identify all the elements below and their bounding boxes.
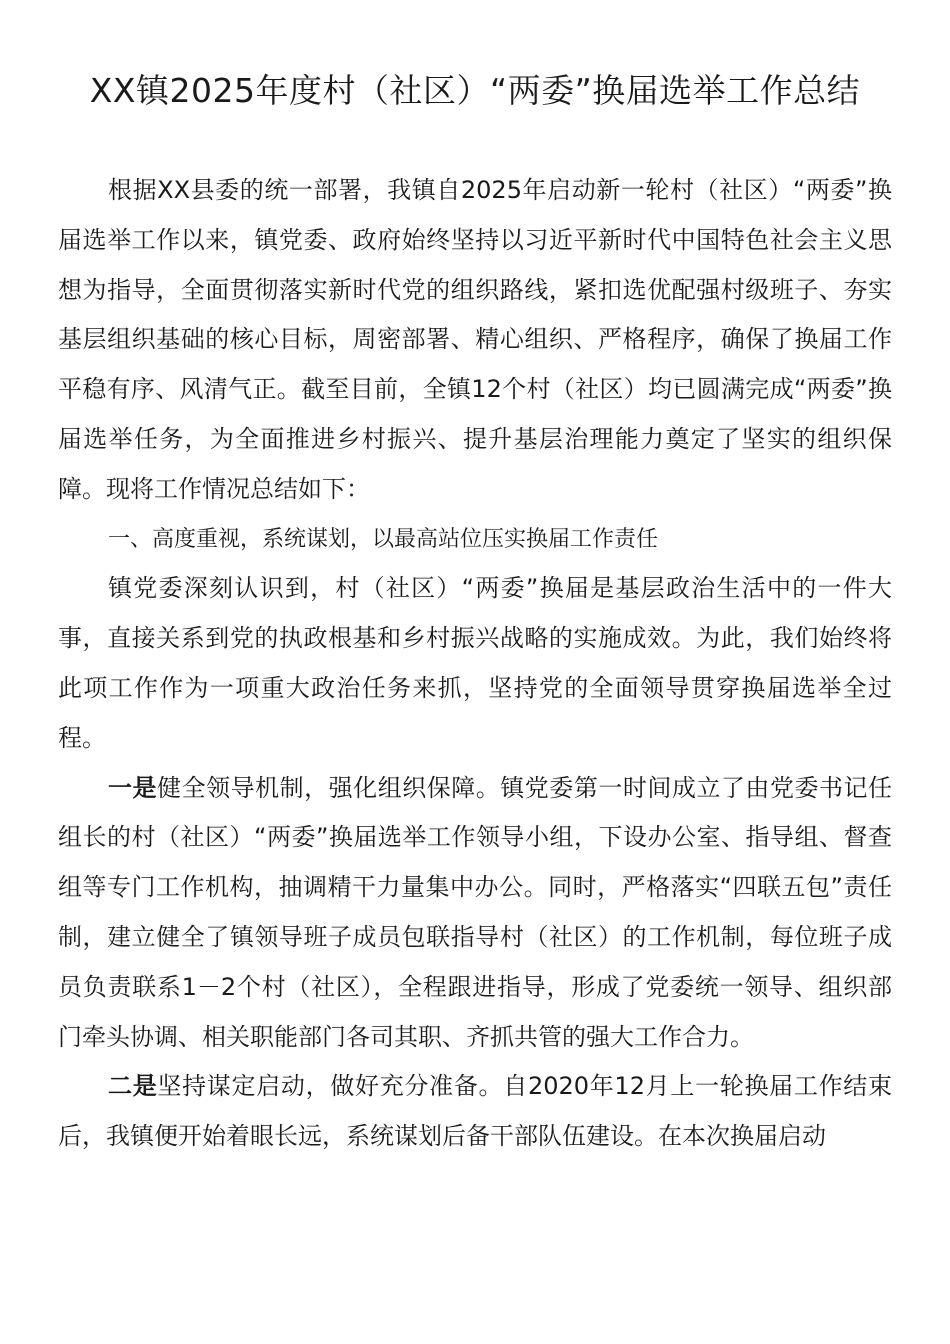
document-body	[58, 166, 892, 1162]
point-2-lead: 二是	[108, 1072, 158, 1101]
point-1-paragraph	[58, 764, 892, 1063]
point-2-paragraph	[58, 1062, 892, 1162]
section-1-heading: 一、高度重视，系统谋划，以最高站位压实换届工作责任	[108, 526, 659, 552]
point-2-text: 坚持谋定启动，做好充分准备。自2020年12月上一轮换届工作结束后，我镇便开始着眼长远，系统谋划后备干部队伍建设。在本次换届启动	[58, 1072, 892, 1151]
point-1-lead: 一是	[108, 773, 158, 802]
intro-paragraph: 根据XX县委的统一部署，我镇自2025年启动新一轮村（社区）“两委”换届选举工作以来，镇党委、政府始终坚持以习近平新时代中国特色社会主义思想为指导，全面贯彻落实新时代党的组织路线，紧扣选优配强村级班子、夯实基层组织基础的核心目标，周密部署、精心组织、严格程序，确保了换届工作平稳有序、风清气正。截至目前，全镇12个村（社区）均已圆满完成“两委”换届选举任务，为全面推进乡村振兴、提升基层治理能力奠定了坚实的组织保障。现将工作情况总结如下：	[58, 176, 892, 503]
point-1-text: 健全领导机制，强化组织保障。镇党委第一时间成立了由党委书记任组长的村（社区）“两委”换届选举工作领导小组，下设办公室、指导组、督查组等专门工作机构，抽调精干力量集中办公。同时，严格落实“四联五包”责任制，建立健全了镇领导班子成员包联指导村（社区）的工作机制，每位班子成员负责联系1－2个村（社区），全程跟进指导，形成了党委统一领导、组织部门牵头协调、相关职能部门各司其职、齐抓共管的强大工作合力。	[58, 773, 893, 1051]
document-title: XX镇2025年度村（社区）“两委”换届选举工作总结	[89, 71, 861, 110]
section-1-paragraph: 镇党委深刻认识到，村（社区）“两委”换届是基层政治生活中的一件大事，直接关系到党的执政根基和乡村振兴战略的实施成效。为此，我们始终将此项工作作为一项重大政治任务来抓，坚持党的全面领导贯穿换届选举全过程。	[58, 574, 892, 752]
document-page	[58, 66, 892, 1162]
